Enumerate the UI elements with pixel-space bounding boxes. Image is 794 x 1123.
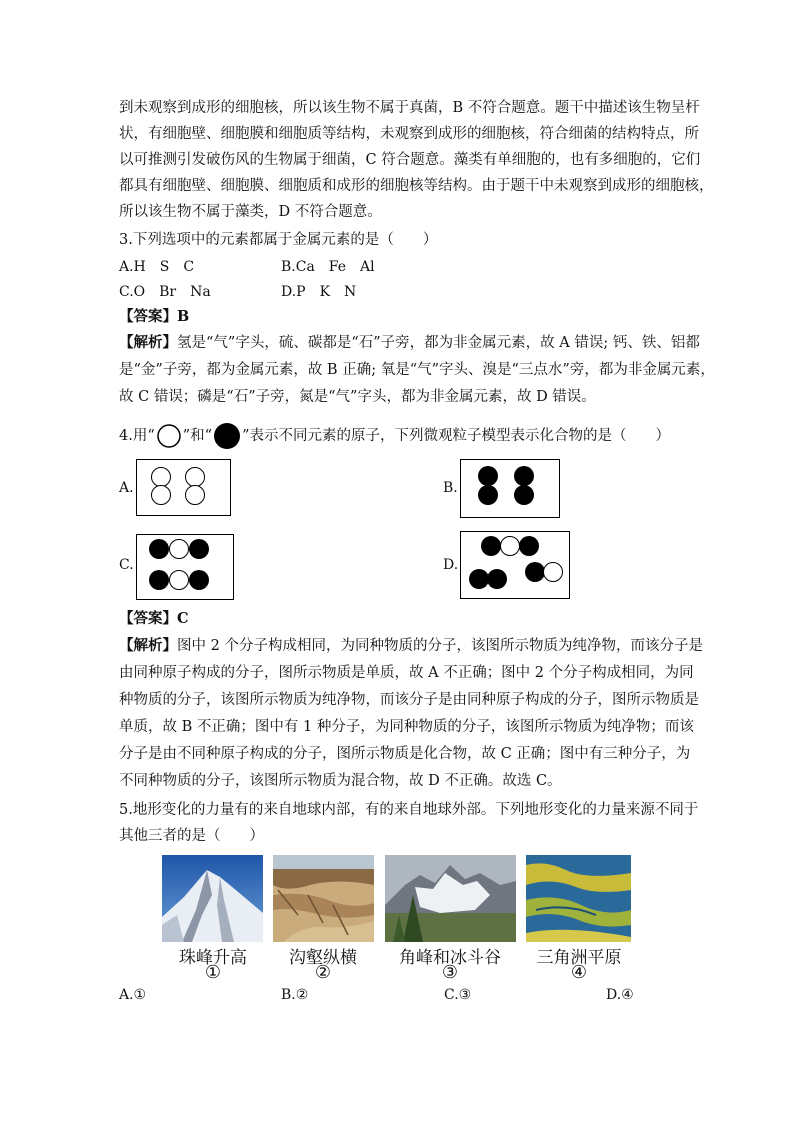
q3-explain-label: 【解析】 — [119, 334, 177, 351]
q5-option-b: B.② — [281, 987, 309, 1003]
photo-caption: 珠峰升高 — [179, 948, 247, 968]
photo-caption: 沟壑纵横 — [289, 948, 357, 968]
photo-number: ③ — [441, 962, 459, 983]
black-atom — [478, 466, 498, 486]
white-atom — [169, 539, 189, 559]
delta-plain-photo — [526, 855, 631, 942]
q4-explain-line: 不同种物质的分子，该图所示物质为混合物，故 D 不正确。故选 C。 — [119, 773, 562, 789]
black-atom — [469, 569, 489, 589]
text-line: 以可推测引发破伤风的生物属于细菌，C 符合题意。藻类有单细胞的，也有多细胞的，它们 — [119, 152, 701, 168]
text-line: 都具有细胞壁、细胞膜、细胞质和成形的细胞核等结构。由于题干中未观察到成形的细胞核， — [119, 178, 714, 194]
q3-option-b: B.Ca Fe Al — [281, 259, 375, 275]
photo-caption: 角峰和冰斗谷 — [399, 948, 501, 968]
q3-answer: 【答案】B — [119, 308, 190, 325]
black-atom — [149, 539, 169, 559]
white-atom — [543, 562, 563, 582]
q3-explain-line: 故 C 错误；磷是“石”子旁，氮是“气”字头，都为非金属元素，故 D 错误。 — [119, 389, 596, 405]
q4-explain-line — [119, 636, 703, 656]
q4-model-b — [460, 459, 560, 518]
question-5-stem: 5.地形变化的力量有的来自地球内部，有的来自地球外部。下列地形变化的力量来源不同于 — [119, 802, 699, 818]
black-atom — [189, 570, 209, 590]
q3-explain-line: 是“金”子旁，都为金属元素，故 B 正确; 氧是“气”字头、溴是“三点水”旁，都为非金属元素， — [119, 362, 715, 378]
white-atom — [500, 536, 520, 556]
question-5-stem: 其他三者的是（ ） — [119, 828, 264, 844]
q4-label-a: A. — [119, 480, 134, 496]
photo-number: ① — [204, 962, 222, 983]
text-line: 到未观察到成形的细胞核，所以该生物不属于真菌，B 不符合题意。题干中描述该生物呈杆 — [119, 100, 700, 116]
q4-stem-post: ”表示不同元素的原子，下列微观粒子模型表示化合物的是（ ） — [242, 428, 670, 444]
gully-photo — [273, 855, 374, 942]
q4-stem-pre: 4.用“ — [119, 428, 155, 444]
q4-model-d — [460, 531, 570, 599]
q3-option-c: C.O Br Na — [119, 284, 211, 300]
white-atom — [151, 485, 171, 505]
q4-explain-line: 分子是由不同种原子构成的分子，图所示物质是化合物，故 C 正确；图中有三种分子，为 — [119, 746, 691, 762]
everest-photo — [162, 855, 263, 942]
q3-option-d: D.P K N — [281, 284, 357, 300]
q3-explain-line — [119, 333, 700, 353]
white-atom — [169, 570, 189, 590]
black-atom — [189, 539, 209, 559]
q5-option-c: C.③ — [444, 987, 472, 1003]
photo-number: ② — [314, 962, 332, 983]
q3-option-a: A.H S C — [119, 259, 195, 275]
black-atom — [519, 536, 539, 556]
text-line: 状，有细胞壁、细胞膜和细胞质等结构，未观察到成形的细胞核，符合细菌的结构特点，所 — [119, 126, 699, 142]
q4-model-c — [136, 534, 234, 600]
q4-explain-line: 由同种原子构成的分子，图所示物质是单质，故 A 不正确；图中 2 个分子构成相同，为同 — [119, 665, 694, 681]
q4-explain-line: 单质，故 B 不正确；图中有 1 种分子，为同种物质的分子，该图所示物质为纯净物；而该 — [119, 719, 694, 735]
white-atom — [185, 467, 205, 487]
q4-explain-text: 图中 2 个分子构成相同，为同种物质的分子，该图所示物质为纯净物，而该分子是 — [177, 638, 703, 654]
q4-stem-mid: ”和“ — [182, 428, 213, 444]
q4-label-c: C. — [119, 557, 134, 573]
q4-label-d: D. — [443, 557, 459, 573]
text-line: 所以该生物不属于藻类，D 不符合题意。 — [119, 204, 382, 220]
q5-option-d: D.④ — [606, 987, 634, 1003]
horn-cirque-photo — [385, 855, 516, 942]
black-atom — [525, 562, 545, 582]
q4-label-b: B. — [443, 480, 458, 496]
q4-explain-line: 种物质的分子，该图所示物质为纯净物，而该分子是由同种原子构成的分子，图所示物质是 — [119, 692, 699, 708]
black-atom — [487, 569, 507, 589]
black-atom — [149, 570, 169, 590]
q3-explain-text: 氢是“气”字头，硫、碳都是“石”子旁，都为非金属元素，故 A 错误; 钙、铁、铝都 — [177, 335, 700, 351]
q4-answer: 【答案】C — [119, 610, 189, 627]
q4-model-a — [136, 459, 231, 516]
black-atom — [481, 536, 501, 556]
white-atom — [185, 485, 205, 505]
q4-explain-label: 【解析】 — [119, 637, 177, 654]
question-3-stem: 3.下列选项中的元素都属于金属元素的是（ ） — [119, 232, 438, 248]
white-atom-icon — [155, 424, 183, 448]
photo-caption: 三角洲平原 — [536, 948, 622, 968]
question-4-stem — [119, 422, 670, 450]
black-atom — [514, 485, 534, 505]
photo-number: ④ — [570, 962, 588, 983]
black-atom — [478, 485, 498, 505]
black-atom — [514, 466, 534, 486]
white-atom — [151, 467, 171, 487]
q5-option-a: A.① — [119, 987, 147, 1003]
black-atom-icon — [212, 422, 242, 450]
